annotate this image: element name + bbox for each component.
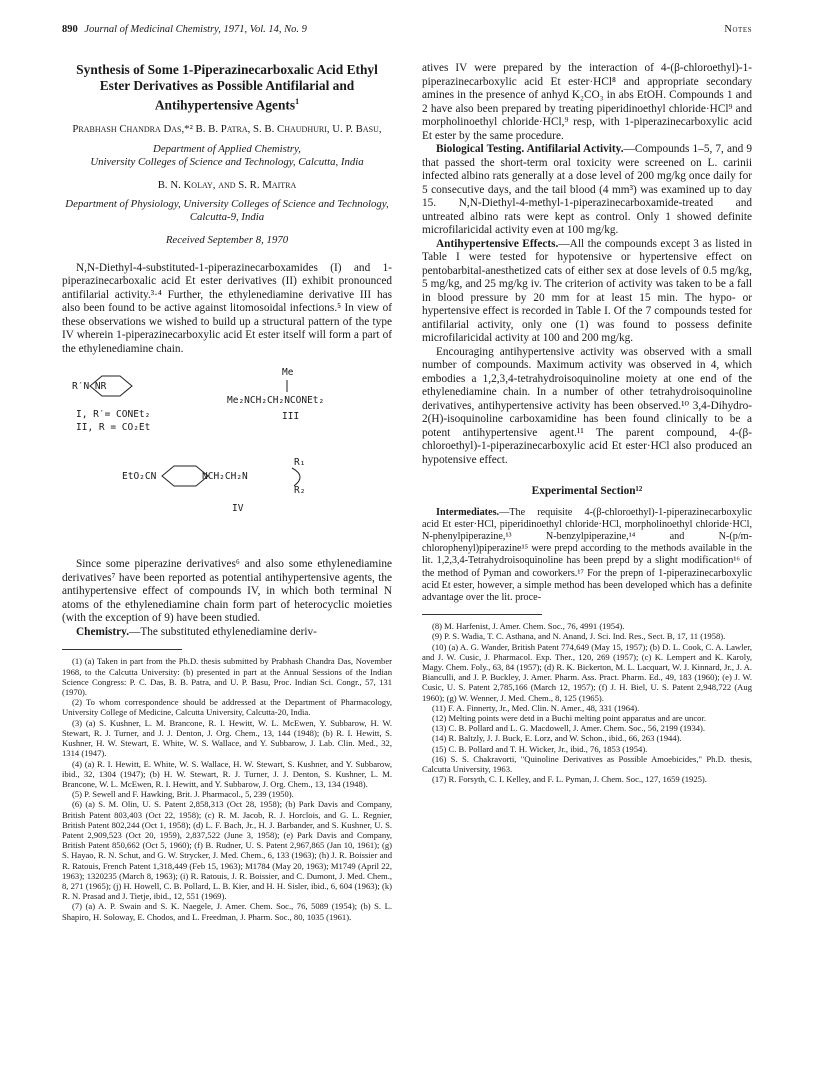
intro-paragraph-1: N,N-Diethyl-4-substituted-1-piperazinecarboxamides (I) and 1-piperazinecarboxalic acid Et ester derivatives (II) exhibit pronounced antifilarial activity.³·⁴ Further, the ethylenediamine derivative III has also been found to be active against litomosoidal infections.⁵ In view of these observations we wished to build up a structural pattern of the type IV wherein 1-piperazinecarboxylic acid Et ester itself will form a part of the ethylenediamine chain. xyxy=(62,261,392,355)
footnote-rule-right xyxy=(422,614,542,615)
structure-drawing xyxy=(62,364,392,552)
running-header xyxy=(62,24,752,40)
intermediates-heading: Intermediates. xyxy=(436,506,500,518)
structure-iii-methyl: Me xyxy=(282,367,294,379)
structure-iv-mid: NCH₂CH₂N xyxy=(202,471,248,483)
footnote: (7) (a) A. P. Swain and S. K. Naegele, J. Amer. Chem. Soc., 76, 5089 (1954); (b) S. L. Shapiro, H. Soloway, E. Chodos, and L. Freedman, J. Pharm. Soc., 80, 1035 (1961). xyxy=(62,901,392,922)
antihypertensive-heading: Antihypertensive Effects. xyxy=(436,237,559,250)
footnote: (10) (a) A. G. Wander, British Patent 774,649 (May 15, 1957); (b) D. L. Cook, C. A. Lawler, and J. W. Cusic, J. Pharmacol. Exp. Ther., 120, 269 (1957); (c) K. Lempert and K. Karoly, Magy. Chem. Foly., 63, 84 (1957); (d) R. K. Bickerton, M. L. Lacquart, W. J. Kinnard, Jr., J. A. Bianculli, and J. P. Buckley, J. Amer. Pharm. Ass. Pract. Pharm. Ed., 49, 183 (1960); (e) J. W. Cusic, U. S. Patent 2,785,166 (March 12, 1957); (f) J. H. Biel, U. S. Patent 2,948,722 (Aug 1960); (g) W. Wenner, J. Med. Chem., 8, 125 (1965). xyxy=(422,641,752,703)
right-paragraph-2: Encouraging antihypertensive activity was observed with a small number of compounds. Maximum activity was observed in 4, which embodies a 1,2,3,4-tetrahydroisoquinoline moiety at one end of the ethylenediamine chain. In a number of other tetrahydroisoquinoline derivatives, antihypertensive activity has been observed.¹⁰ 3,4-Dihydro-2(H)-isoquinoline carboxamidine has been found clinically to be a potent antihypertensive agent.¹¹ The parent compound, 4-(β-chloroethyl)-1-piperazinecarboxylic acid Et ester·HCl also produced an hypotensive effect. xyxy=(422,345,752,466)
received-date: Received September 8, 1970 xyxy=(165,234,289,247)
footnote: (8) M. Harfenist, J. Amer. Chem. Soc., 76, 4991 (1954). xyxy=(432,621,625,632)
footnote: (9) P. S. Wadia, T. C. Asthana, and N. Anand, J. Sci. Ind. Res., Sect. B, 17, 11 (1958). xyxy=(432,631,726,642)
footnote: (13) C. B. Pollard and L. G. Macdowell, J. Amer. Chem. Soc., 56, 2199 (1934). xyxy=(432,723,706,734)
footnote: (11) F. A. Finnerty, Jr., Med. Clin. N. Amer., 48, 331 (1964). xyxy=(432,702,640,713)
structure-iv-r2: R₂ xyxy=(294,485,306,497)
chemistry-heading: Chemistry. xyxy=(76,625,130,638)
footnote: (2) To whom correspondence should be addressed at the Department of Pharmacology, University College of Medicine, Calcutta University, Calcutta-20, India. xyxy=(62,697,392,718)
biological-testing-heading: Biological Testing. Antifilarial Activity. xyxy=(436,143,624,155)
structure-iv-left: EtO₂CN xyxy=(122,471,157,483)
structure-ii-label: II, R = CO₂Et xyxy=(76,422,151,434)
structure-iv-r1: R₁ xyxy=(294,457,306,469)
footnote-rule xyxy=(62,649,182,650)
structure-iii-label: III xyxy=(282,411,300,423)
footnotes-right xyxy=(422,621,752,784)
right-column xyxy=(422,62,752,784)
biological-testing-paragraph: Biological Testing. Antifilarial Activity.—Compounds 1–5, 7, and 9 that passed the short-term oral toxicity were screened on L. carinii infected albino rats generally at a dose level of 200 mg/kg once daily for 5 consecutive days, and the tail blood (4 mm³) was examined up to day 15. N,N-Diethyl-4-methyl-1-piperazinecarboxamide-treated and untreated albino rats were kept as control. Only 1 showed definite microfilaricidal activity even at 100 mg/kg. xyxy=(422,143,752,236)
left-column xyxy=(62,62,392,922)
footnote: (3) (a) S. Kushner, L. M. Brancone, R. I. Hewitt, W. L. McEwen, Y. Subbarow, H. W. Stewart, R. J. Turner, and J. J. Denton, J. Org. Chem., 13, 144 (1948); (b) R. I. Hewitt, S. Kushner, H. W. Stewart, E. White, W. S. Wallace, and Y. Subbarow, J. Lab. Clin. Med., 32, 1314 (1947). xyxy=(62,717,392,759)
experimental-section-title: Experimental Section¹² xyxy=(531,485,643,497)
author-list-2: B. N. Kolay, and S. R. Maitra xyxy=(157,178,297,191)
page-number: 890 xyxy=(62,24,78,35)
affiliation-2: Department of Physiology, University Colleges of Science and Technology, Calcutta-9, India xyxy=(65,198,389,224)
footnote: (15) C. B. Pollard and T. H. Wicker, Jr., ibid., 76, 1853 (1954). xyxy=(432,743,648,754)
journal-citation: Journal of Medicinal Chemistry, 1971, Vol. 14, No. 9 xyxy=(84,24,307,35)
footnote: (1) (a) Taken in part from the Ph.D. thesis submitted by Prabhash Chandra Das, November 1968, to the Calcutta University: (b) presented in part at the Annual Sessions of the Indian Science Congress: P. C. Das, B. B. Patra, and U. P. Basu, Proc. Indian Sci. Congr., 57, 131 (1970). xyxy=(62,656,392,698)
footnote: (17) R. Forsyth, C. I. Kelley, and F. L. Pyman, J. Chem. Soc., 127, 1659 (1925). xyxy=(432,774,707,785)
structure-iii-formula: Me₂NCH₂CH₂NCONEt₂ xyxy=(227,395,325,407)
structure-i-label: I, R′= CONEt₂ xyxy=(76,409,151,421)
chemical-structures xyxy=(62,364,392,552)
author-list-1: Prabhash Chandra Das,*² B. B. Patra, S. B. Chaudhuri, U. P. Basu, xyxy=(72,123,382,136)
antihypertensive-paragraph: Antihypertensive Effects.—All the compounds except 3 as listed in Table I were tested for hypotensive or hypertensive effect on pentobarbital-anesthetized cats of either sex at dose levels of 0.5 mg/kg, 5 mg/kg, and 25 mg/kg iv. The criterion of activity was taken to be a fall in blood pressure by 20 mm for at least 15 min. The hypo- or hypertensive effect is recorded in Table I. Of the 7 compounds tested for antifilarial activity, only one (1) was found to possess definite microfilaricidal activity at 100 and 200 mg/kg. xyxy=(422,237,752,344)
footnote: (5) P. Sewell and F. Hawking, Brit. J. Pharmacol., 5, 239 (1950). xyxy=(72,789,294,800)
structure-iv-label: IV xyxy=(232,503,244,515)
intro-paragraph-2: Since some piperazine derivatives⁶ and also some ethylenediamine derivatives⁷ have been reported as potential antihypertensive agents, the antihypertensive effect of compounds IV, in which both terminal N atoms of the ethylenediamine chain form part of heterocyclic moieties (with the exception of 9) have been studied. xyxy=(62,558,392,625)
affiliation-1: Department of Applied Chemistry, University Colleges of Science and Technology, Calcutta, India xyxy=(90,142,364,168)
footnotes-left xyxy=(62,656,392,921)
right-paragraph-1: atives IV were prepared by the interaction of 4-(β-chloroethyl)-1-piperazinecarboxylic acid Et ester·HCl⁸ and appropriate secondary amines in the presence of anhyd K₂CO₃ in abs EtOH. Compounds 1 and 2 have also been prepared by treating piperidinoethyl chloride·HCl⁹ and morpholinoethyl chloride·HCl,⁹ resp, with 1-piperazinecarboxylic acid Et ester by the same procedure. xyxy=(422,62,752,142)
footnote: (14) R. Baltzly, J. J. Buck, E. Lorz, and W. Schon., ibid., 66, 263 (1944). xyxy=(432,733,682,744)
article-title: Synthesis of Some 1-Piperazinecarboxalic Acid Ethyl Ester Derivatives as Possible Antifilarial and Antihypertensive Agents$^1$ xyxy=(76,62,378,113)
footnote: (16) S. S. Chakravorti, "Quinoline Derivatives as Possible Amoebicides," Ph.D. thesis, Calcutta University, 1963. xyxy=(422,753,752,774)
structure-i-ring-label: R′N NR xyxy=(72,381,107,393)
footnote: (4) (a) R. I. Hewitt, E. White, W. S. Wallace, H. W. Stewart, S. Kushner, and Y. Subbarow, ibid., 32, 1304 (1947); (b) H. W. Stewart, R. J. Turner, J. J. Denton, S. Kushner, L. M. Brancone, W. L. McEwen, R. I. Hewitt, and Y. Subbarow, J. Org. Chem., 13, 134 (1948). xyxy=(62,758,392,789)
footnote: (6) (a) S. M. Olin, U. S. Patent 2,858,313 (Oct 28, 1958); (b) Park Davis and Company, British Patent 803,403 (Oct 22, 1958); (c) R. M. Jacob, R. J. Horclois, and G. L. Regnier, British Patent 802,244 (Oct 1, 1958); (d) L. F. Bach, Jr., H. J. Barbander, and S. Kushner, U. S. Patent 2,909,523 (Oct 20, 1959), 2,837,522 (June 3, 1958); (e) Park Davis and Company, British Patent 850,662 (Oct 5, 1960); (f) B. Rudner, U. S. Patent 2,967,865 (Jan 10, 1961); (g) S. Hayao, R. N. Schut, and G. W. Strycker, J. Med. Chem., 6, 133 (1963); (h) J. R. Boissier and R. Ratouis, French Patent 1,318,449 (Feb 15, 1963); M1784 (May 20, 1963); M1749 (April 22, 1963); 1320235 (March 8, 1963); (i) R. Ratouis, J. R. Boissier, and C. Dumont, J. Med. Chem., 8, 271 (1965); (j) H. Howell, C. B. Pollard, L. B. Kier, and H. H. Sisler, ibid., 6, 604 (1963); (k) R. N. Prasad and J. Tietje, ibid., 12, 551 (1969). xyxy=(62,799,392,902)
intermediates-paragraph: Intermediates.—The requisite 4-(β-chloroethyl)-1-piperazinecarboxylic acid Et ester·HCl, piperidinoethyl chloride·HCl, morpholinoethyl chloride·HCl, N-phenylpiperazine,¹³ N-benzylpiperazine,¹⁴ and N-(p/m-chlorophenyl)piperazine¹⁵ were prepd according to the methods available in the lit. 1,2,3,4-Tetrahydroisoquinoline has been prepd by a slight modification¹⁶ of the method of Pyman and coworkers.¹⁷ For the prepn of 1-piperazinecarboxylic acid Et ester, however, a simple method has been developed which has a definite advantage over the lit. proce- xyxy=(422,506,752,603)
chemistry-paragraph: Chemistry.—The substituted ethylenediamine deriv- xyxy=(76,625,317,638)
section-name: Notes xyxy=(724,24,752,35)
footnote: (12) Melting points were detd in a Buchi melting point apparatus and are uncor. xyxy=(432,712,706,723)
